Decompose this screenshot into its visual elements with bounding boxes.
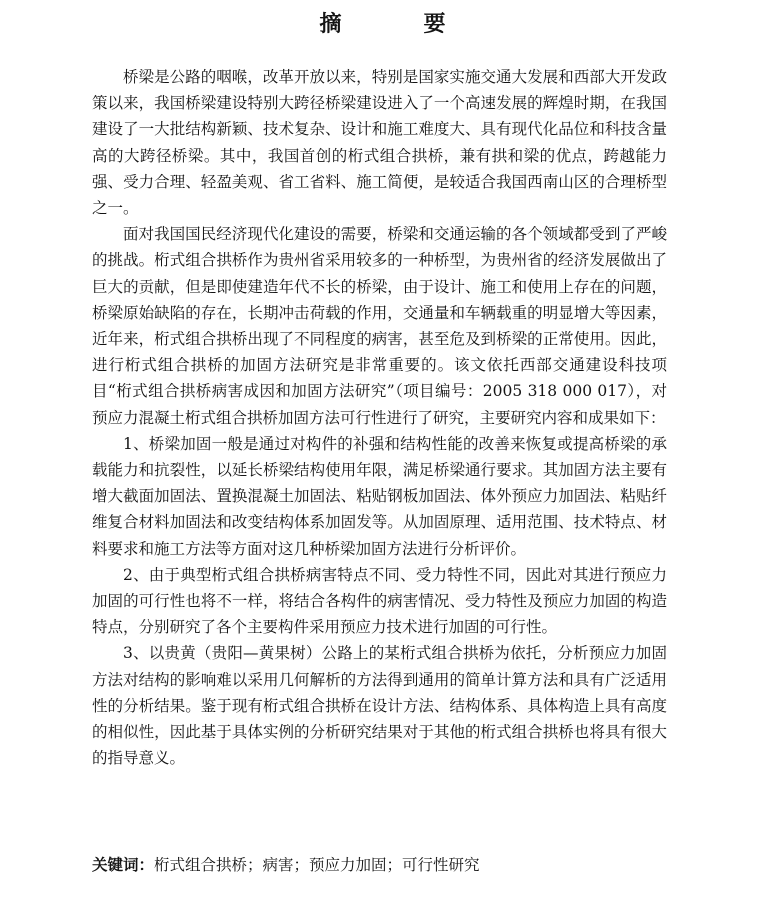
abstract-body (92, 64, 667, 771)
abstract-title: 摘 要 (319, 12, 476, 37)
keywords-value: 桁式组合拱桥；病害；预应力加固；可行性研究 (154, 856, 480, 874)
abstract-paragraph-1: 桥梁是公路的咽喉，改革开放以来，特别是国家实施交通大发展和西部大开发政策以来，我国桥梁建设特别大跨径桥梁建设进入了一个高速发展的辉煌时期，在我国建设了一大批结构新颖、技术复杂、设计和施工难度大、具有现代化品位和科技含量高的大跨径桥梁。其中，我国首创的桁式组合拱桥，兼有拱和梁的优点，跨越能力强、受力合理、轻盈美观、省工省料、施工简便，是较适合我国西南山区的合理桥型之一。 (92, 68, 667, 218)
abstract-paragraph-2: 面对我国国民经济现代化建设的需要，桥梁和交通运输的各个领域都受到了严峻的挑战。桁式组合拱桥作为贵州省采用较多的一种桥型，为贵州省的经济发展做出了巨大的贡献，但是即使建造年代不长的桥梁，由于设计、施工和使用上存在的问题，桥梁原始缺陷的存在，长期冲击荷载的作用，交通量和车辆载重的明显增大等因素，近年来，桁式组合拱桥出现了不同程度的病害，甚至危及到桥梁的正常使用。因此，进行桁式组合拱桥的加固方法研究是非常重要的。该文依托西部交通建设科技项目“桁式组合拱桥病害成因和加固方法研究”（项目编号：2005 318 000 017），对预应力混凝土桁式组合拱桥加固方法可行性进行了研究，主要研究内容和成果如下： (92, 225, 667, 427)
abstract-paragraph-4: 2、由于典型桁式组合拱桥病害特点不同、受力特性不同，因此对其进行预应力加固的可行性也将不一样，将结合各构件的病害情况、受力特性及预应力加固的构造特点，分别研究了各个主要构件采用预应力技术进行加固的可行性。 (92, 565, 667, 637)
abstract-paragraph-3: 1、桥梁加固一般是通过对构件的补强和结构性能的改善来恢复或提高桥梁的承载能力和抗裂性，以延长桥梁结构使用年限，满足桥梁通行要求。其加固方法主要有增大截面加固法、置换混凝土加固法、粘贴钢板加固法、体外预应力加固法、粘贴纤维复合材料加固法和改变结构体系加固发等。从加固原理、适用范围、技术特点、材料要求和施工方法等方面对这几种桥梁加固方法进行分析评价。 (92, 434, 667, 558)
keywords-label: 关键词： (92, 856, 155, 874)
keywords-line (92, 852, 692, 878)
abstract-paragraph-5: 3、以贵黄（贵阳—黄果树）公路上的某桁式组合拱桥为依托，分析预应力加固方法对结构的影响难以采用几何解析的方法得到通用的简单计算方法和具有广泛适用性的分析结果。鉴于现有桁式组合拱桥在设计方法、结构体系、具体构造上具有高度的相似性，因此基于具体实例的分析研究结果对于其他的桁式组合拱桥也将具有很大的指导意义。 (92, 644, 667, 768)
